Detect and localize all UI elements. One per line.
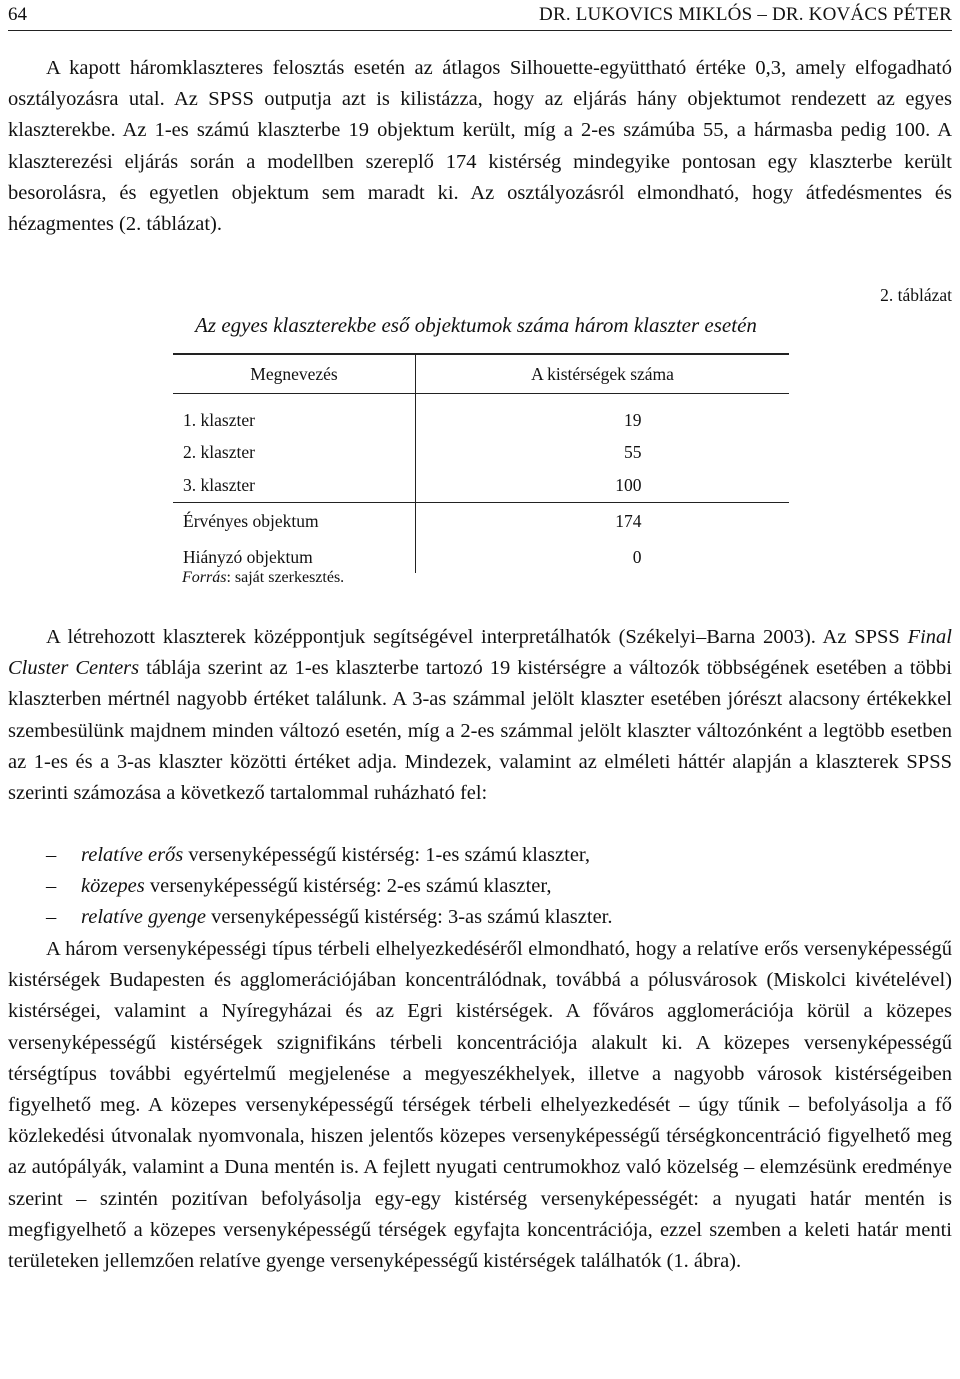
row-value: 174 [615,511,642,532]
table-source-note [182,568,344,588]
table-label: 2. táblázat [880,285,952,305]
cluster-count-table [173,353,789,573]
italic-term: relatíve gyenge [81,906,207,929]
paragraph-text: A létrehozott klaszterek középpontjuk segítségével interpretálhatók (Székelyi–Barna 2003). Az SPSS [46,626,908,648]
running-header [8,2,952,31]
row-value: 0 [632,546,642,567]
table-title-text: Az egyes klaszterekbe eső objektumok száma három klaszter esetén [195,313,757,337]
italic-term: közepes [81,875,145,898]
list-item [8,871,952,902]
list-item-text: versenyképességű kistérség: 3-as számú klaszter. [206,906,613,929]
table-row [173,437,789,470]
list-item-text: versenyképességű kistérség: 1-es számú klaszter, [183,844,591,866]
row-value: 55 [624,442,642,463]
table-row [173,502,789,541]
italic-term: Final Cluster Centers [8,626,952,680]
dash-marker: – [46,906,57,929]
header-authors: DR. LUKOVICS MIKLÓS – DR. KOVÁCS PÉTER [539,4,952,25]
source-text: : saját szerkesztés. [226,569,345,586]
row-value: 19 [624,409,642,430]
paragraph-text: táblája szerint az 1-es klaszterbe tartozó 19 kistérségre a változók többségének esetében a többi klaszterben mértnél nagyobb értéket találunk. A 3-as számmal jelölt klaszter esetében jórészt alacsony értékekkel szembesülünk majdnem minden változó esetén, míg a 2-es számmal jelölt klaszter változónként a legtöbb esetben az 1-es és a 3-as klaszter közötti értéket adja. Mindezek, valamint az elméleti háttér alapján a klaszterek SPSS szerinti számozása a következő tartalommal ruházható fel: [8,657,952,805]
row-value: 100 [615,474,642,495]
table-row [173,469,789,502]
list-item-text: versenyképességű kistérség: 2-es számú klaszter, [144,875,552,898]
page-number: 64 [8,4,27,25]
table-row [173,404,789,437]
table-title [0,311,960,339]
source-label: Forrás [182,569,227,586]
table-header-count: A kistérségek száma [416,354,790,394]
intro-paragraph: A kapott háromklaszteres felosztás esetén az átlagos Silhouette-együttható értéke 0,3, amely elfogadható osztályozásra utal. Az SPSS outputja azt is kilistázza, hogy az eljárás hány objektumot rendezett az egyes klaszterekbe. Az 1-es számú klaszterbe 19 objektum került, míg a 2-es számúba 55, a hármasba pedig 100. A klaszterezési eljárás során a modellben szereplő 174 kistérség mindegyike pontosan egy klaszterbe került besorolásra, és egyetlen objektum sem maradt ki. Az osztályozásról elmondható, hogy átfedésmentes és hézagmentes (2. táblázat). [8,57,952,236]
spatial-distribution-paragraph: A három versenyképességi típus térbeli elhelyezkedéséről elmondható, hogy a relatíve erős versenyképességű kistérségek Budapesten és agglomerációjában koncentrálódnak, továbbá a pólusvárosok (Miskolci kivételével) kistérségei, valamint a Nyíregyházai és az Egri kistérségek. A főváros agglomerációja körül a közepes versenyképességű kistérségek szignifikáns térbeli koncentrációja alakult ki. A közepes versenyképességű térségtípus további egyértelmű megjelenése a megyeszékhelyek, illetve a nagyobb városok kistérségeiben figyelhető meg. A közepes versenyképességű térségek térbeli elhelyezkedését – úgy tűnik – befolyásolja a fő közlekedési útvonalak nyomvonala, hiszen jelentős közepes versenyképességű térségkoncentráció figyelhető meg az autópályák, valamint a Duna mentén is. A fejlett nyugati centrumokhoz való közelség – elemzésünk eredménye szerint – szintén pozitívan befolyásolja egy-egy kistérség versenyképességét: a nyugati határ mentén is megfigyelhető a közepes versenyképességű térségek egyfajta koncentrációja, ezzel szemben a keleti határ menti területeken jellemzően relatíve gyenge versenyképességű kistérségek találhatók (1. ábra). [8,938,952,1273]
interpretation-paragraph [8,622,952,809]
table-header-name: Megnevezés [173,354,416,394]
row-name: Érvényes objektum [173,502,416,541]
row-name: 3. klaszter [173,469,416,502]
row-name: 1. klaszter [173,404,416,437]
row-name: Hiányzó objektum [173,541,416,574]
dash-marker: – [46,844,57,866]
dash-marker: – [46,875,57,898]
list-item [8,840,952,871]
italic-term: relatíve erős [81,844,184,866]
row-name: 2. klaszter [173,437,416,470]
cluster-type-list [8,840,952,934]
list-item [8,902,952,933]
